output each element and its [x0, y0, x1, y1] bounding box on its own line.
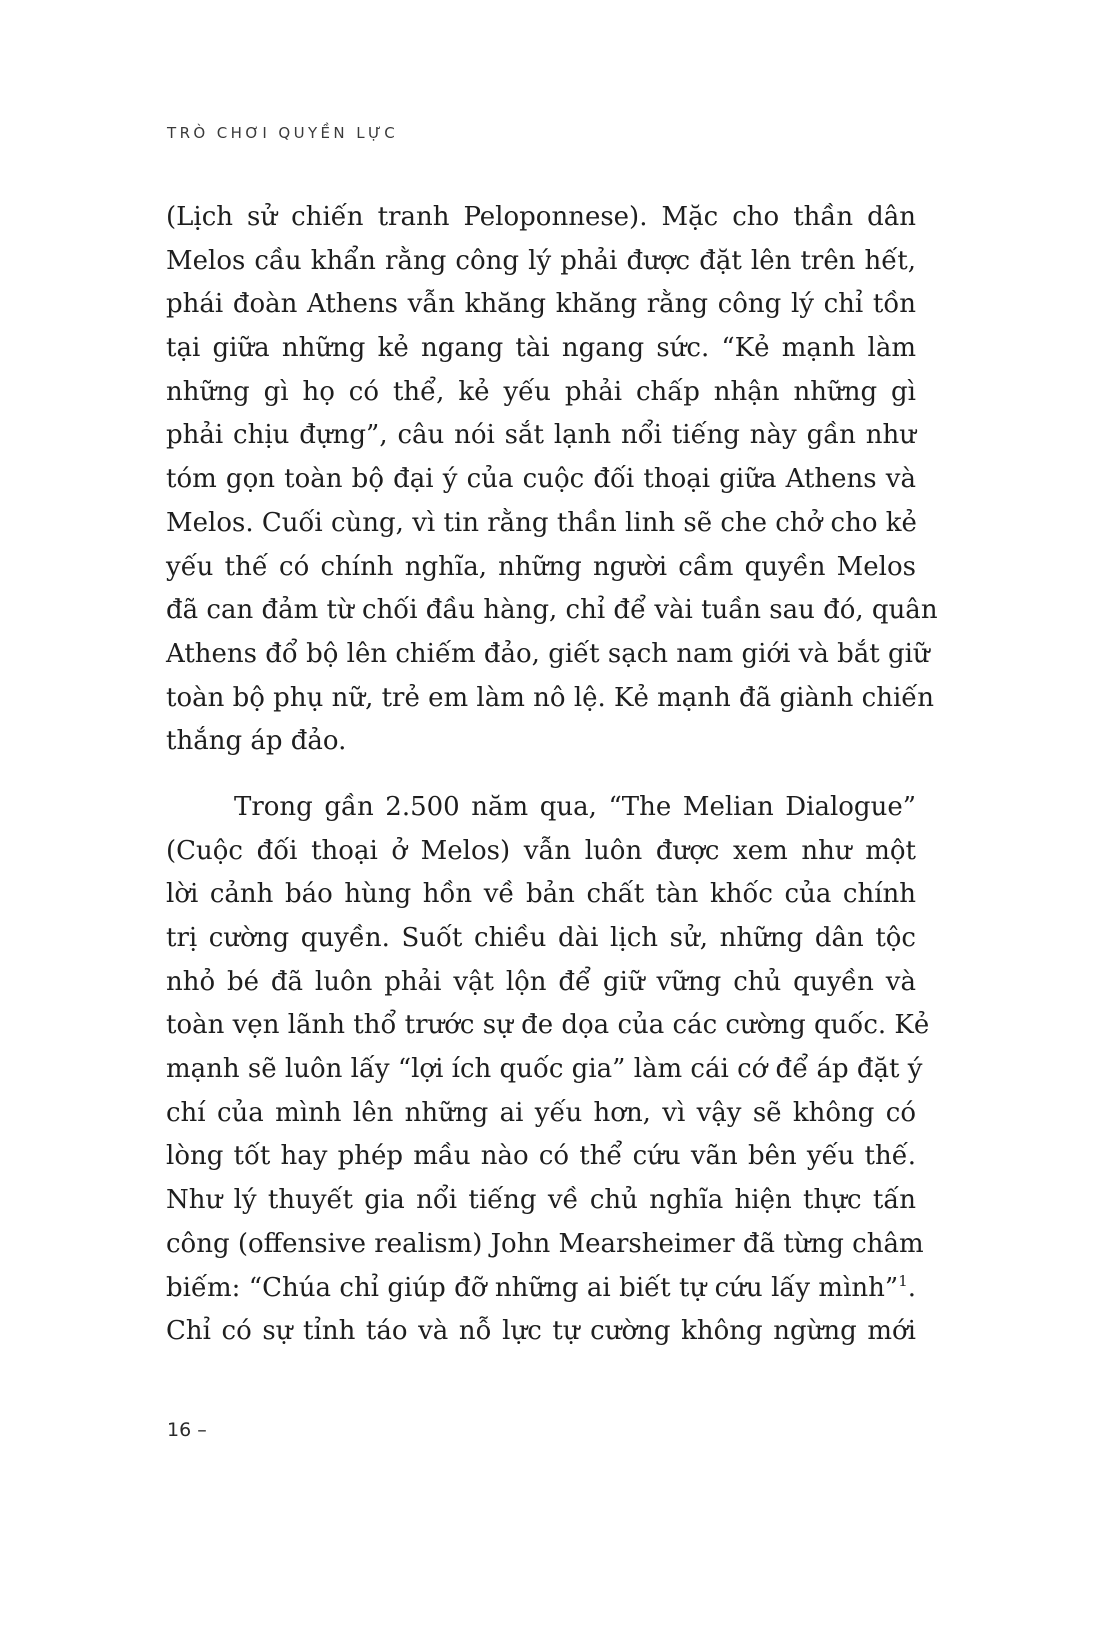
text-line: thắng áp đảo.	[166, 726, 347, 757]
text-line-content: biếm: “Chúa chỉ giúp đỡ những ai biết tự cứu lấy mình”	[166, 1272, 899, 1303]
text-line: toàn bộ phụ nữ, trẻ em làm nô lệ. Kẻ mạnh đã giành chiến	[166, 682, 935, 713]
text-line: mạnh sẽ luôn lấy “lợi ích quốc gia” làm cái cớ để áp đặt ý	[166, 1054, 923, 1085]
text-line: Trong gần 2.500 năm qua, “The Melian Dialogue”	[234, 791, 916, 822]
text-line: nhỏ bé đã luôn phải vật lộn để giữ vững chủ quyền và	[166, 966, 916, 997]
text-line: lời cảnh báo hùng hồn về bản chất tàn khốc của chính	[166, 879, 916, 910]
text-line: tóm gọn toàn bộ đại ý của cuộc đối thoại giữa Athens và	[166, 464, 916, 495]
text-line: Như lý thuyết gia nổi tiếng về chủ nghĩa hiện thực tấn	[166, 1185, 916, 1216]
text-line: công (offensive realism) John Mearsheimer đã từng châm	[166, 1228, 924, 1259]
text-line: phải chịu đựng”, câu nói sắt lạnh nổi tiếng này gần như	[166, 420, 916, 451]
text-line: Athens đổ bộ lên chiếm đảo, giết sạch nam giới và bắt giữ	[166, 638, 930, 669]
text-line: những gì họ có thể, kẻ yếu phải chấp nhận những gì	[166, 376, 916, 407]
text-line: chí của mình lên những ai yếu hơn, vì vậy sẽ không có	[166, 1097, 916, 1128]
text-line: Chỉ có sự tỉnh táo và nỗ lực tự cường không ngừng mới	[166, 1316, 916, 1347]
body-text	[166, 196, 938, 1354]
text-line: (Cuộc đối thoại ở Melos) vẫn luôn được xem như một	[166, 835, 916, 866]
text-line-with-footnote	[166, 1267, 916, 1311]
text-line: toàn vẹn lãnh thổ trước sự đe dọa của các cường quốc. Kẻ	[166, 1010, 930, 1041]
text-line: yếu thế có chính nghĩa, những người cầm quyền Melos	[166, 551, 916, 582]
text-line: tại giữa những kẻ ngang tài ngang sức. “Kẻ mạnh làm	[166, 333, 916, 364]
text-line: phái đoàn Athens vẫn khăng khăng rằng công lý chỉ tồn	[166, 289, 916, 320]
text-line: Melos. Cuối cùng, vì tin rằng thần linh sẽ che chở cho kẻ	[166, 507, 917, 538]
text-line: Melos cầu khẩn rằng công lý phải được đặt lên trên hết,	[166, 245, 916, 276]
text-line: trị cường quyền. Suốt chiều dài lịch sử, những dân tộc	[166, 923, 916, 953]
paragraph-1	[166, 196, 938, 764]
paragraph-spacing	[166, 764, 916, 786]
page-number: 16 –	[167, 1419, 207, 1441]
footnote-trailing-punctuation: .	[907, 1272, 916, 1303]
running-header: TRÒ CHƠI QUYỀN LỰC	[167, 124, 399, 142]
paragraph-2	[166, 786, 930, 1354]
text-line: (Lịch sử chiến tranh Peloponnese). Mặc cho thần dân	[166, 202, 916, 232]
footnote-marker[interactable]: 1	[898, 1271, 908, 1290]
text-line: đã can đảm từ chối đầu hàng, chỉ để vài tuần sau đó, quân	[166, 595, 938, 626]
text-line: lòng tốt hay phép mầu nào có thể cứu vãn bên yếu thế.	[166, 1141, 916, 1172]
